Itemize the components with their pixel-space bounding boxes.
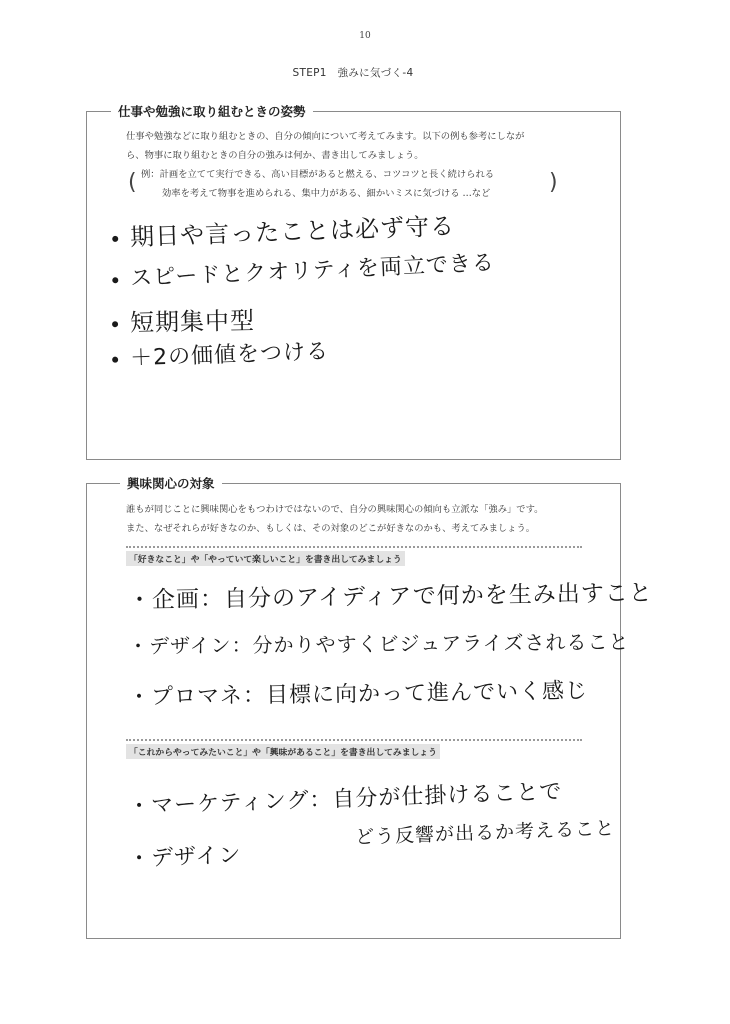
likes-prompt: 「好きなこと」や「やっていて楽しいこと」を書き出してみましょう: [126, 551, 405, 566]
example-close-paren: ): [549, 170, 558, 195]
bullet-dot: [112, 236, 118, 242]
handwritten-want-1: ・マーケティング：自分が仕掛けることで: [127, 779, 563, 820]
handwritten-answer-4-text: ＋2の価値をつける: [129, 339, 330, 372]
section-interests-description-line-1: 誰もが同じことに興味関心をもつわけではないので、自分の興味関心の傾向も立派な「強み」です。: [126, 504, 544, 515]
section-interests-title: 興味関心の対象: [120, 474, 222, 492]
handwritten-like-2: ・デザイン：分かりやすくビジュアライズされること: [127, 629, 630, 659]
handwritten-want-2: ・デザイン: [127, 843, 242, 872]
handwritten-like-1: ・企画：自分のアイディアで何かを生み出すこと: [127, 580, 653, 614]
handwritten-answer-2-text: スピードとクオリティを両立できる: [129, 250, 496, 292]
example-open-paren: (: [128, 170, 137, 195]
dotted-divider-1: [126, 546, 582, 548]
handwritten-answer-1-text: 期日や言ったことは必ず守る: [129, 212, 456, 252]
section-work-attitude-description-line-1: 仕事や勉強などに取り組むときの、自分の傾向について考えてみます。以下の例も参考にしなが: [126, 131, 525, 142]
section-interests-description-line-2: また、なぜそれらが好きなのか、もしくは、その対象のどこが好きなのかも、考えてみましょう。: [126, 523, 536, 534]
example-line-2: 効率を考えて物事を進められる、集中力がある、細かいミスに気づける …など: [162, 188, 491, 199]
bullet-dot: [112, 321, 118, 327]
handwritten-answer-3-text: 短期集中型: [129, 306, 256, 337]
example-line-1: 例：計画を立てて実行できる、高い目標があると燃える、コツコツと長く続けられる: [141, 169, 495, 180]
dotted-divider-2: [126, 739, 582, 741]
section-work-attitude-description-line-2: ら、物事に取り組むときの自分の強みは何か、書き出してみましょう。: [126, 150, 424, 161]
bullet-dot: [112, 277, 118, 283]
handwritten-like-3: ・プロマネ：目標に向かって進んでいく感じ: [127, 678, 589, 711]
handwritten-want-1-continuation: どう反響が出るか考えること: [354, 817, 616, 849]
step-title: STEP1 強みに気づく-4: [292, 67, 414, 79]
bullet-dot: [112, 357, 118, 363]
handwritten-answer-3: [112, 301, 256, 338]
page-number: 10: [359, 31, 371, 41]
wants-prompt: 「これからやってみたいこと」や「興味があること」を書き出してみましょう: [126, 744, 440, 759]
section-work-attitude-title: 仕事や勉強に取り組むときの姿勢: [111, 102, 313, 120]
